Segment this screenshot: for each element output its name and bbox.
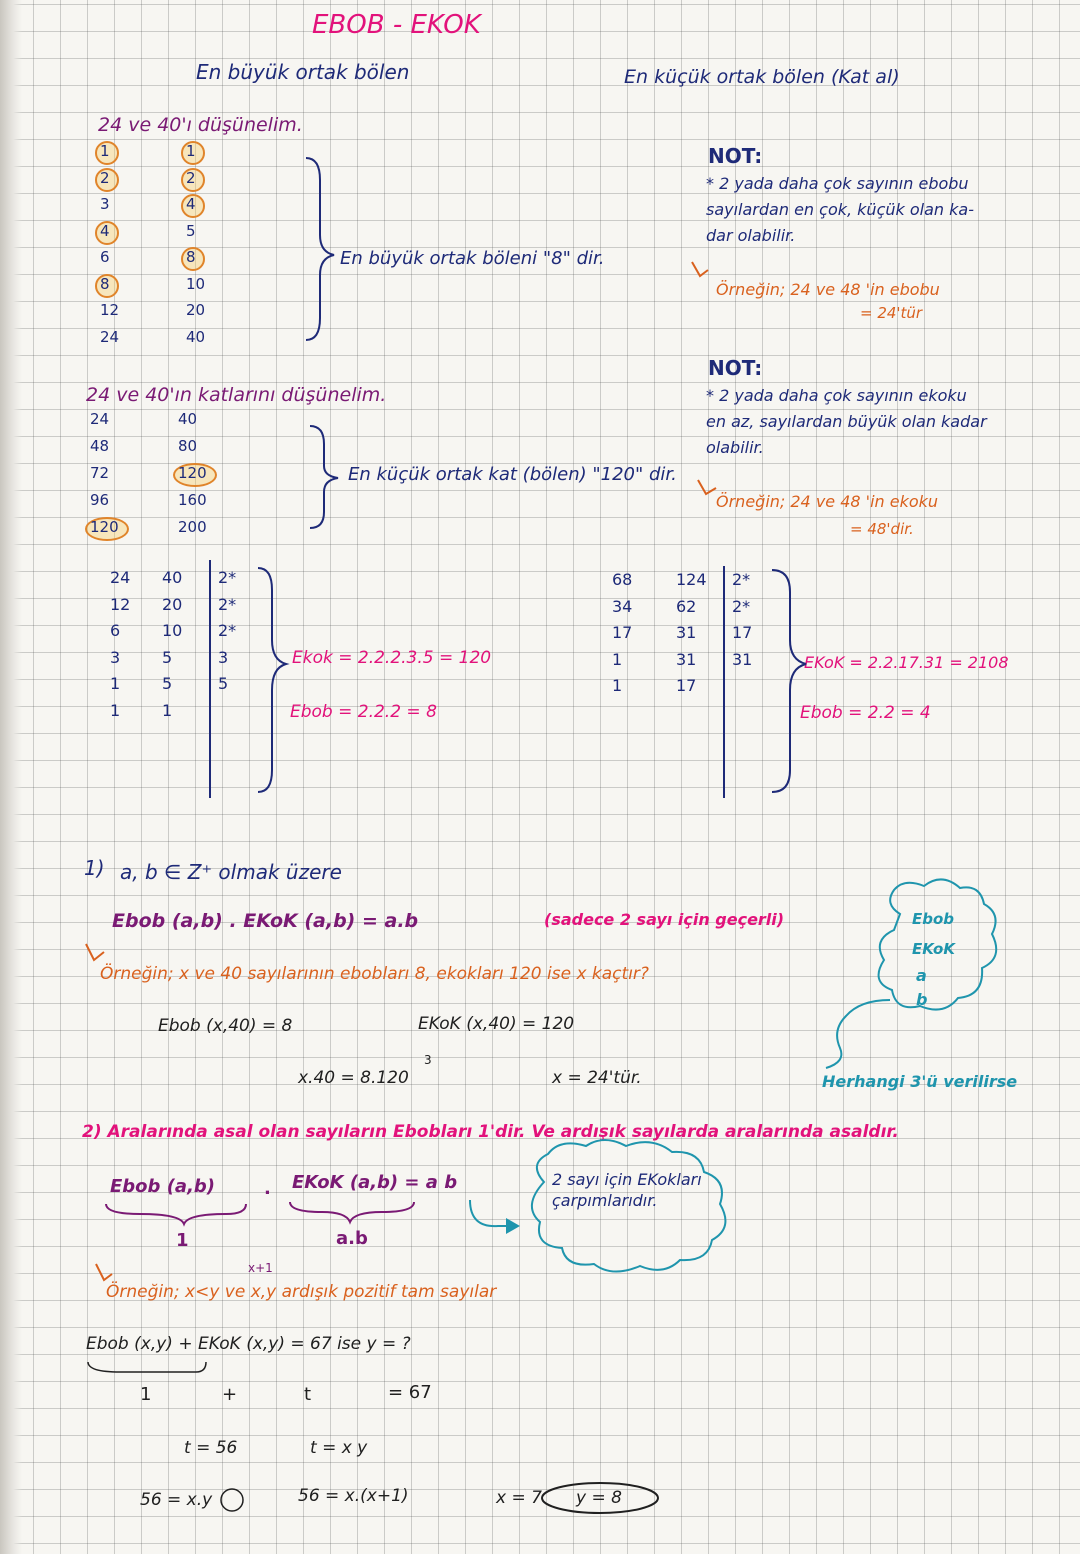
table1-right-value: 40 <box>162 568 183 587</box>
table1-right-value: 20 <box>162 594 183 614</box>
multiple-24-item: 24 <box>90 410 110 428</box>
divisor-24-item: 8 <box>100 274 110 293</box>
cloud-ekok: EKoK <box>912 940 955 958</box>
rule2-example: Örneğin; x<y ve x,y ardışık pozitif tam sayılar <box>106 1282 497 1302</box>
note1-text-2: sayılardan en çok, küçük olan ka- <box>706 200 974 219</box>
rule1-example: Örneğin; x ve 40 sayılarının ebobları 8, ekokları 120 ise x kaçtır? <box>100 964 649 984</box>
rule1-example-arrow-icon <box>86 944 104 960</box>
table2-right-value: 17 <box>676 676 697 695</box>
divisors-intro: 24 ve 40'ı düşünelim. <box>98 114 303 136</box>
table2-right-value: 62 <box>676 596 697 616</box>
divisor-40-item: 5 <box>186 221 196 240</box>
multiples-intro: 24 ve 40'ın katlarını düşünelim. <box>86 384 387 406</box>
table1-right-value: 5 <box>162 647 173 667</box>
multiple-24-item: 120 <box>90 518 119 536</box>
table2-right-value: 124 <box>676 570 707 589</box>
multiple-40-item: 200 <box>178 518 207 536</box>
note2-heading: NOT: <box>708 356 763 380</box>
cloud-b: b <box>916 990 928 1009</box>
rule2-arrowhead-icon <box>506 1218 520 1234</box>
divisor-40-item: 2 <box>186 168 196 187</box>
multiple-40-item: 120 <box>178 464 207 482</box>
note2-arrow-icon <box>698 480 716 494</box>
divisor-24-item: 4 <box>100 221 110 240</box>
rule2-arrow-icon <box>470 1200 510 1226</box>
rule2-line-c-1: 56 = x.y <box>140 1490 213 1510</box>
multiple-40-item: 80 <box>178 437 198 455</box>
y-circle <box>221 1489 243 1511</box>
divisor-40-item: 10 <box>186 274 206 293</box>
table1-ekok: Ekok = 2.2.2.3.5 = 120 <box>292 648 492 668</box>
table1-left-value: 6 <box>110 621 121 640</box>
rule2-equation-underline <box>88 1362 206 1372</box>
note1-text-3: dar olabilir. <box>706 226 796 245</box>
rule2-line-a-67: = 67 <box>388 1382 432 1403</box>
cloud-ebob: Ebob <box>912 910 955 928</box>
table1-left-value: 1 <box>110 674 121 693</box>
table1-left-value: 12 <box>110 594 131 614</box>
table2-ebob: Ebob = 2.2 = 4 <box>800 703 931 723</box>
note1-heading: NOT: <box>708 144 763 168</box>
table1-left-value: 1 <box>110 700 121 720</box>
divisor-24-item: 1 <box>100 142 110 160</box>
answer-ellipse <box>542 1483 658 1513</box>
rule2-cloud-icon <box>532 1140 726 1272</box>
divisor-40-item: 20 <box>186 301 206 319</box>
divisor-24-item: 3 <box>100 195 110 213</box>
rule2-equation: Ebob (x,y) + EKoK (x,y) = 67 ise y = ? <box>86 1334 411 1354</box>
note1-example-1: Örneğin; 24 ve 48 'in ebobu <box>716 280 940 299</box>
table2-left-value: 68 <box>612 570 633 589</box>
table1-right-value: 1 <box>162 700 173 720</box>
table1-divisor: 5 <box>218 674 229 693</box>
rule1-step-answer: x = 24'tür. <box>552 1068 642 1088</box>
rule1-formula: Ebob (a,b) . EKoK (a,b) = a.b <box>112 910 419 932</box>
table2-brace <box>772 570 806 792</box>
divisor-24-item: 24 <box>100 327 120 346</box>
rule2-cloud-text: 2 sayı için EKokları çarpımlarıdır. <box>552 1170 702 1210</box>
header-ekok: En küçük ortak bölen (Kat al) <box>624 66 900 88</box>
note2-text-1: * 2 yada daha çok sayının ekoku <box>706 386 967 405</box>
divisor-40-item: 8 <box>186 248 196 266</box>
rule1-cloud-icon <box>879 879 997 1009</box>
rule2-left-brace <box>106 1204 246 1224</box>
note1-text-1: * 2 yada daha çok sayının ebobu <box>706 174 969 193</box>
cloud-a: a <box>916 966 927 985</box>
multiple-24-item: 48 <box>90 437 110 455</box>
divisor-40-item: 4 <box>186 195 196 213</box>
note2-text-2: en az, sayılardan büyük olan kadar <box>706 412 987 431</box>
table1-divisor: 2* <box>218 568 237 587</box>
table2-divisor: 31 <box>732 649 753 669</box>
rule2-line-a-plus: + <box>222 1384 238 1405</box>
rule1-step-equation-superscript: 3 <box>424 1053 432 1067</box>
note2-example-2: = 48'dir. <box>850 520 914 538</box>
ebob-result: En büyük ortak böleni "8" dir. <box>340 248 605 269</box>
rule2-line-b-1: t = 56 <box>184 1438 238 1458</box>
page-title: EBOB - EKOK <box>312 10 481 40</box>
rule2-dot: . <box>264 1178 271 1199</box>
rule2-text: 2) Aralarında asal olan sayıların Ebobları 1'dir. Ve ardışık sayılarda aralarında asaldır. <box>82 1122 899 1142</box>
multiple-40-item: 40 <box>178 410 198 428</box>
table2-left-value: 34 <box>612 596 633 616</box>
divisors-brace <box>306 158 334 340</box>
cloud1-note: Herhangi 3'ü verilirse <box>822 1072 1018 1091</box>
table1-right-value: 10 <box>162 621 183 640</box>
table2-divisor: 2* <box>732 596 751 616</box>
header-ebob: En büyük ortak bölen <box>196 60 410 84</box>
table1-divisor: 3 <box>218 647 229 667</box>
rule2-line-b-2: t = x y <box>310 1438 368 1458</box>
multiples-brace <box>310 426 338 528</box>
rule2-formula-mid: EKoK (a,b) = a b <box>292 1172 458 1193</box>
multiple-40-item: 160 <box>178 491 207 509</box>
table2-divisor: 2* <box>732 570 751 589</box>
rule2-line-a-1: 1 <box>140 1384 152 1405</box>
rule1-formula-note: (sadece 2 sayı için geçerli) <box>544 910 785 929</box>
table2-left-value: 1 <box>612 649 623 669</box>
table2-divisor: 17 <box>732 623 753 642</box>
rule1-step-equation: x.40 = 8.120 <box>298 1068 409 1088</box>
rule1-cloud-tail-icon <box>826 1000 890 1068</box>
divisor-40-item: 1 <box>186 142 196 160</box>
rule2-line-c-answer: y = 8 <box>576 1488 622 1508</box>
rule2-under-mid: a.b <box>336 1228 368 1249</box>
multiple-24-item: 72 <box>90 464 110 482</box>
table2-right-value: 31 <box>676 623 697 642</box>
rule1-step-ekok: EKoK (x,40) = 120 <box>418 1014 575 1034</box>
table1-divisor: 2* <box>218 594 237 614</box>
rule2-under-left: 1 <box>176 1230 189 1251</box>
note1-example-2: = 24'tür <box>860 304 923 322</box>
ekok-result: En küçük ortak kat (bölen) "120" dir. <box>348 464 677 485</box>
table2-right-value: 31 <box>676 649 697 669</box>
divisor-24-item: 6 <box>100 248 110 266</box>
table2-left-value: 1 <box>612 676 623 695</box>
note1-arrow-icon <box>692 262 708 276</box>
divisor-40-item: 40 <box>186 327 206 346</box>
table2-left-value: 17 <box>612 623 633 642</box>
table1-left-value: 3 <box>110 647 121 667</box>
table1-divisor: 2* <box>218 621 237 640</box>
multiple-24-item: 96 <box>90 491 110 509</box>
table1-ebob: Ebob = 2.2.2 = 8 <box>290 702 437 722</box>
rule2-line-a-t: t <box>304 1384 312 1405</box>
note2-text-3: olabilir. <box>706 438 764 457</box>
table2-ekok: EKoK = 2.2.17.31 = 2108 <box>804 653 1009 672</box>
note2-example-1: Örneğin; 24 ve 48 'in ekoku <box>716 492 939 511</box>
rule2-example-arrow-icon <box>96 1264 112 1280</box>
rule1-number: 1) <box>84 856 105 880</box>
divisor-24-item: 2 <box>100 168 110 187</box>
table1-right-value: 5 <box>162 674 173 693</box>
rule2-example-superscript: x+1 <box>248 1261 273 1275</box>
table1-left-value: 24 <box>110 568 131 587</box>
divisor-24-item: 12 <box>100 301 120 319</box>
rule1-condition: a, b ∈ Z⁺ olmak üzere <box>120 860 342 884</box>
rule2-line-c-3: x = 7 <box>496 1488 542 1508</box>
rule1-step-ebob: Ebob (x,40) = 8 <box>158 1016 293 1036</box>
table1-brace <box>258 568 286 792</box>
rule2-formula-left: Ebob (a,b) <box>110 1176 216 1197</box>
rule2-line-c-2: 56 = x.(x+1) <box>298 1486 409 1506</box>
rule2-mid-brace <box>290 1202 414 1222</box>
